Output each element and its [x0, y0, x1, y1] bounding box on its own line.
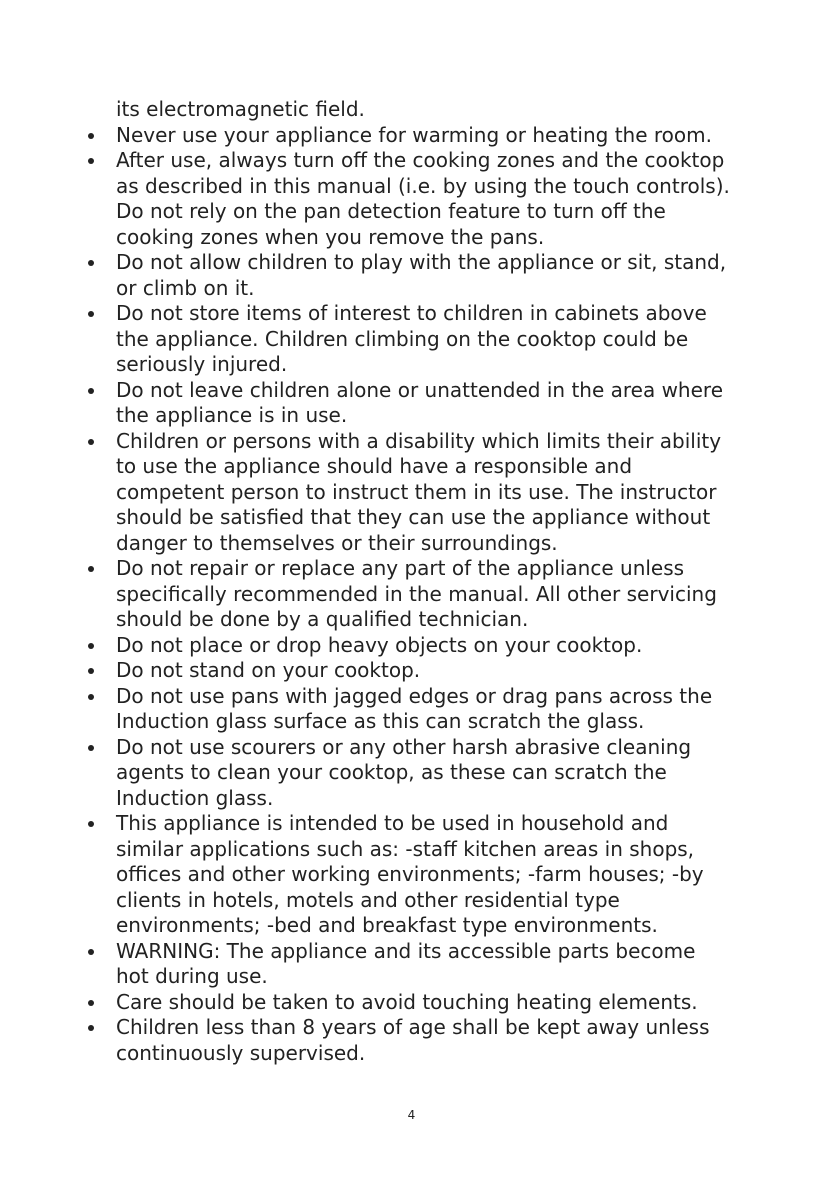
bullet-line: hot during use. [116, 964, 268, 988]
bullet-item [86, 301, 786, 378]
bullet-line: After use, always turn off the cooking zones and the cooktop [116, 148, 725, 172]
bullet-line: Induction glass surface as this can scratch the glass. [116, 709, 645, 733]
bullet-line: Care should be taken to avoid touching heating elements. [116, 989, 698, 1014]
bullet-line: Do not store items of interest to children in cabinets above [116, 301, 707, 325]
bullet-line: should be satisfied that they can use the appliance without [116, 505, 711, 529]
bullet-item [86, 658, 786, 684]
bullet-item [86, 123, 786, 149]
bullet-item [86, 556, 786, 633]
bullet-line: Induction glass. [116, 785, 274, 810]
bullet-line: WARNING: The appliance and its accessible parts become [116, 938, 696, 963]
bullet-item [86, 811, 786, 939]
bullet-line: Children or persons with a disability which limits their ability [116, 428, 722, 453]
bullet-item [86, 684, 786, 735]
bullet-item [86, 990, 786, 1016]
bullet-line: Never use your appliance for warming or heating the room. [116, 122, 712, 147]
bullet-line: as described in this manual (i.e. by using the touch controls). [116, 173, 730, 198]
bullet-line: specifically recommended in the manual. All other servicing [116, 581, 717, 606]
bullet-item [86, 633, 786, 659]
bullet-line: This appliance is intended to be used in household and [116, 811, 669, 835]
bullet-item [86, 378, 786, 429]
bullet-line: Children less than 8 years of age shall be kept away unless [116, 1015, 710, 1039]
manual-page-body [86, 97, 786, 1066]
bullet-line: to use the appliance should have a responsible and [116, 454, 633, 478]
bullet-line: competent person to instruct them in its use. The instructor [116, 479, 717, 504]
bullet-item [86, 735, 786, 812]
safety-bullet-list [86, 123, 786, 1067]
bullet-line: Do not leave children alone or unattended in the area where [116, 377, 724, 402]
bullet-item [86, 1015, 786, 1066]
bullet-line: continuously supervised. [116, 1040, 366, 1065]
bullet-line: Do not allow children to play with the appliance or sit, stand, [116, 250, 727, 274]
page-number: 4 [407, 1108, 416, 1122]
bullet-line: Do not use scourers or any other harsh abrasive cleaning [116, 734, 692, 759]
bullet-item [86, 429, 786, 557]
bullet-line: Do not stand on your cooktop. [116, 658, 421, 682]
bullet-line: should be done by a qualified technician. [116, 607, 529, 631]
bullet-line: clients in hotels, motels and other residential type [116, 887, 620, 912]
bullet-line: danger to themselves or their surroundings. [116, 530, 558, 555]
bullet-item [86, 939, 786, 990]
bullet-item [86, 148, 786, 250]
bullet-line: offices and other working environments; -farm houses; -by [116, 862, 704, 886]
continuation-text: its electromagnetic field. [116, 97, 365, 121]
bullet-line: Do not rely on the pan detection feature to turn off the [116, 199, 666, 223]
bullet-line: agents to clean your cooktop, as these can scratch the [116, 760, 667, 784]
bullet-line: or climb on it. [116, 275, 255, 300]
bullet-line: Do not place or drop heavy objects on your cooktop. [116, 632, 643, 657]
bullet-line: similar applications such as: -staff kitchen areas in shops, [116, 836, 695, 861]
bullet-line: the appliance. Children climbing on the cooktop could be [116, 326, 689, 351]
bullet-line: Do not use pans with jagged edges or drag pans across the [116, 683, 713, 708]
bullet-item [86, 250, 786, 301]
bullet-line: cooking zones when you remove the pans. [116, 224, 545, 249]
bullet-line: seriously injured. [116, 352, 288, 376]
bullet-line: Do not repair or replace any part of the appliance unless [116, 556, 685, 580]
bullet-line: the appliance is in use. [116, 403, 348, 427]
bullet-line: environments; -bed and breakfast type environments. [116, 913, 658, 937]
